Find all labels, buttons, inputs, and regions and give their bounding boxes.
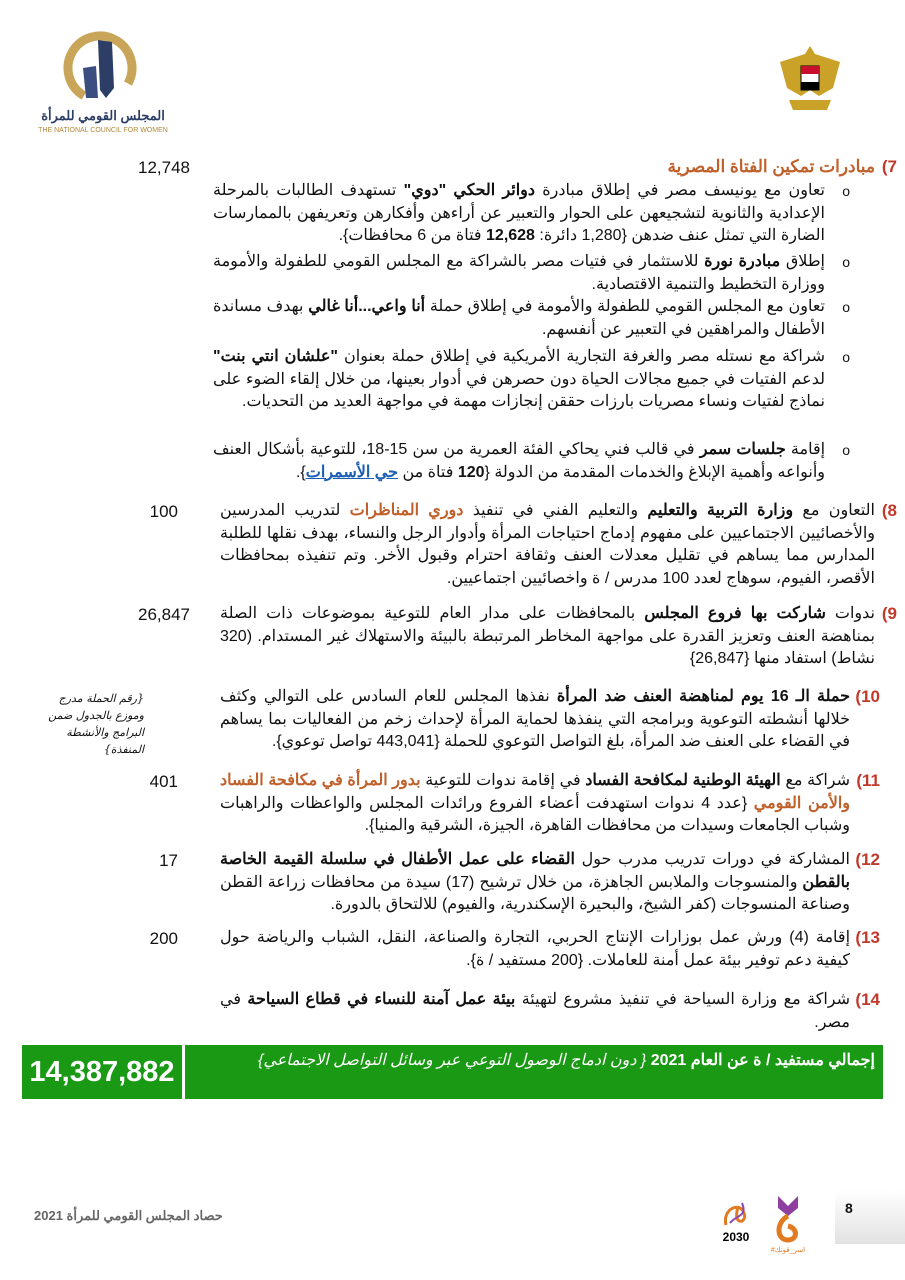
body-text: والمنسوجات والملابس الجاهزة، من خلال ترشيح (17) سيدة من محافظات زراعة القطن وصناعة المنسوجات (كفر الشيخ، والبحيرة الإسكندرية، والفيوم) للالتحاق بالدورة. bbox=[220, 873, 850, 913]
section-7-heading bbox=[220, 156, 897, 180]
item-marker: 11) bbox=[856, 771, 880, 790]
bullet-icon: o bbox=[842, 349, 850, 365]
body-text: في قالب فني يحاكي الفئة العمرية من سن 15-18، للتوعية بأشكال العنف وأنواعه وأهمية الإبلاغ والخدمات المقدمة من الدولة { bbox=[213, 441, 825, 481]
bullet-icon: o bbox=[842, 254, 850, 270]
body-text: إطلاق bbox=[780, 253, 826, 270]
total-label bbox=[195, 1049, 875, 1072]
body-text: تعاون مع يونيسف مصر في إطلاق مبادرة bbox=[535, 182, 825, 199]
section-title: مبادرات تمكين الفتاة المصرية bbox=[667, 157, 875, 176]
total-value: 14,387,882 bbox=[22, 1045, 185, 1099]
emphasis-text: مبادرة نورة bbox=[704, 253, 781, 270]
beneficiaries-count: 12,748 bbox=[138, 158, 190, 177]
bullet-item bbox=[213, 180, 850, 248]
emphasis-text: دوري المناظرات bbox=[349, 502, 464, 519]
bullet-icon: o bbox=[842, 183, 850, 199]
emphasis-text: جلسات سمر bbox=[699, 441, 786, 458]
emphasis-text: القضاء على عمل الأطفال في سلسلة القيمة الخاصة بالقطن bbox=[220, 851, 851, 891]
body-text: لدعم الفتيات في جميع مجالات الحياة دون حصرهن في أدوار بعينها، من خلال إلقاء الضوء على نماذج لفتيات ونساء مصريات بارزات حققن إنجازات مهمة في مواجهة العديد من التحديات. bbox=[213, 370, 825, 410]
emphasis-text: وزارة التربية والتعليم bbox=[647, 502, 794, 519]
body-text: المشاركة في دورات تدريب مدرب حول bbox=[574, 851, 851, 868]
svg-text:المجلس القومي للمرأة: المجلس القومي للمرأة bbox=[41, 108, 165, 123]
vision-2030-logo bbox=[718, 1195, 754, 1255]
emphasis-text: شاركت بها فروع المجلس bbox=[644, 605, 826, 622]
beneficiaries-count: 200 bbox=[149, 929, 178, 948]
emphasis-text: 12,628 bbox=[486, 227, 535, 244]
national-council-for-women-logo bbox=[28, 28, 178, 136]
bullet-item bbox=[213, 346, 850, 414]
body-text: للاستثمار في فتيات مصر بالشراكة مع المجلس القومي للطفولة والأمومة ووزارة التخطيط والتنمية الاقتصادية. bbox=[213, 253, 825, 293]
body-text: شراكة مع نستله مصر والغرفة التجارية الأمريكية في إطلاق حملة بعنوان bbox=[338, 348, 825, 365]
emphasis-text: الهيئة الوطنية لمكافحة الفساد bbox=[585, 772, 781, 789]
footer-title: حصاد المجلس القومي للمرأة 2021 bbox=[34, 1208, 223, 1223]
body-text: نفذها المجلس للعام السادس على التوالي وكثف خلالها أنشطته التوعوية وبرامجه التي ينفذها لحماية المرأة لإحداث زخم من الفعاليات بما يساهم في القضاء على العنف ضد المرأة، بلغ التواصل التوعوي للحملة {443,041 تواصل توعوي}. bbox=[220, 688, 850, 750]
body-text: بالمحافظات على مدار العام للتوعية بموضوعات ذات الصلة بمناهضة العنف وتعزيز القدرة على مواجهة المخاطر المرتبطة بالبيئة والاستهلاك غير المستدام. (320 نشاط) استفاد منها {26,847} bbox=[220, 605, 875, 667]
emphasis-text: حملة الـ 16 يوم لمناهضة العنف ضد المرأة bbox=[556, 688, 851, 705]
total-label-text: إجمالي مستفيد / ة عن العام bbox=[690, 1052, 875, 1069]
body-text: لتدريب المدرسين والأخصائيين الاجتماعيين على مفهوم إدماج احتياجات المرأة وأدوار الرجل والنساء، بهدف نقلها للطلبة المدارس مما يساهم في تقليل معدلات العنف وثقافة احترام وقبول الأخر. وتم تنفيذه بمحافظات الأقصر، الفيوم، سوهاج لعدد 100 مدرس / ة واخصائيين اجتماعيين. bbox=[220, 502, 875, 587]
body-text: {عدد 4 ندوات استهدفت أعضاء الفروع ورائدات المجلس والواعظات والراهبات وشباب الجامعات وسيدات من محافظات القاهرة، الجيزة، الشرقية والمنيا}. bbox=[220, 794, 850, 834]
emphasis-text: دوائر الحكي "دوي" bbox=[403, 182, 536, 199]
bullet-item bbox=[213, 251, 850, 296]
emphasis-text: أنا واعي...أنا غالي bbox=[308, 298, 426, 315]
section-marker: 7) bbox=[881, 157, 897, 176]
numbered-item bbox=[220, 500, 897, 590]
svg-text:#اسر_قوتك: #اسر_قوتك bbox=[770, 1247, 806, 1254]
body-text: التعاون مع bbox=[793, 502, 875, 519]
total-beneficiaries-bar bbox=[22, 1045, 883, 1099]
total-year: 2021 bbox=[650, 1052, 687, 1069]
svg-text:THE NATIONAL COUNCIL FOR WOMEN: THE NATIONAL COUNCIL FOR WOMEN bbox=[38, 127, 168, 134]
body-text: فتاة من 6 محافظات}. bbox=[338, 227, 487, 244]
emphasis-text: بدور المرأة في مكافحة الفساد والأمن القومي bbox=[220, 772, 850, 812]
campaign-logo bbox=[768, 1192, 808, 1254]
bullet-item bbox=[213, 439, 850, 484]
total-note: { دون ادماج الوصول التوعي عبر وسائل التواصل الاجتماعي} bbox=[258, 1052, 647, 1069]
body-text: بهدف مساندة الأطفال والمراهقين في التعبير عن أنفسهم. bbox=[213, 298, 825, 338]
link-text[interactable]: حي الأسمرات bbox=[305, 463, 399, 481]
side-note: {رقم الحملة مدرج وموزع بالجدول ضمن البرامج والأنشطة المنفذة} bbox=[48, 692, 144, 756]
item-marker: 9) bbox=[881, 604, 897, 623]
emphasis-text: 120 bbox=[457, 463, 485, 481]
item-marker: 12) bbox=[855, 850, 880, 869]
item-marker: 14) bbox=[855, 990, 880, 1009]
egypt-eagle-emblem bbox=[775, 40, 845, 120]
body-text: شراكة مع bbox=[780, 772, 850, 789]
body-text: في إقامة ندوات للتوعية bbox=[420, 772, 586, 789]
body-text: إقامة (4) ورش عمل بوزارات الإنتاج الحربي، التجارة والصناعة، النقل، الشباب والرياضة حول كيفية دعم توفير بيئة عمل أمنة للعاملات. {200 مستفيد / ة}. bbox=[220, 929, 851, 969]
body-text: تستهدف الطالبات بالمرحلة الإعدادية والثانوية لتشجيعهن على الحوار والتعبير عن أراءهن وأفكارهن وتعريفهن بالممارسات الضارة التي تمثل عنف ضدهن {1,280 دائرة: bbox=[213, 182, 825, 244]
body-text: تعاون مع المجلس القومي للطفولة والأمومة في إطلاق حملة bbox=[425, 298, 826, 315]
numbered-item bbox=[220, 927, 880, 972]
body-text: إقامة bbox=[785, 441, 826, 458]
beneficiaries-count: 401 bbox=[149, 772, 178, 791]
bullet-icon: o bbox=[842, 442, 850, 458]
item-marker: 8) bbox=[881, 501, 897, 520]
bullet-icon: o bbox=[842, 299, 850, 315]
body-text: شراكة مع وزارة السياحة في تنفيذ مشروع لتهيئة bbox=[515, 991, 851, 1008]
item-marker: 13) bbox=[855, 928, 880, 947]
page-number-box bbox=[835, 1190, 905, 1244]
body-text: فتاة من bbox=[398, 463, 458, 481]
numbered-item bbox=[220, 849, 880, 917]
page-number: 8 bbox=[845, 1200, 853, 1216]
body-text: ندوات bbox=[825, 605, 876, 622]
body-text: في مصر. bbox=[220, 991, 850, 1031]
numbered-item bbox=[220, 603, 897, 671]
beneficiaries-count: 100 bbox=[149, 502, 178, 521]
beneficiaries-count: 17 bbox=[159, 851, 178, 870]
beneficiaries-count: 26,847 bbox=[138, 605, 190, 624]
numbered-item bbox=[220, 770, 880, 838]
svg-text:2030: 2030 bbox=[722, 1230, 750, 1244]
item-marker: 10) bbox=[855, 687, 880, 706]
numbered-item bbox=[220, 989, 880, 1034]
bullet-item bbox=[213, 296, 850, 341]
emphasis-text: "علشان انتي بنت" bbox=[213, 348, 338, 365]
emphasis-text: بيئة عمل آمنة للنساء في قطاع السياحة bbox=[247, 991, 516, 1008]
body-text: }. bbox=[295, 463, 306, 481]
numbered-item bbox=[220, 686, 880, 754]
body-text: والتعليم الفني في تنفيذ bbox=[463, 502, 648, 519]
